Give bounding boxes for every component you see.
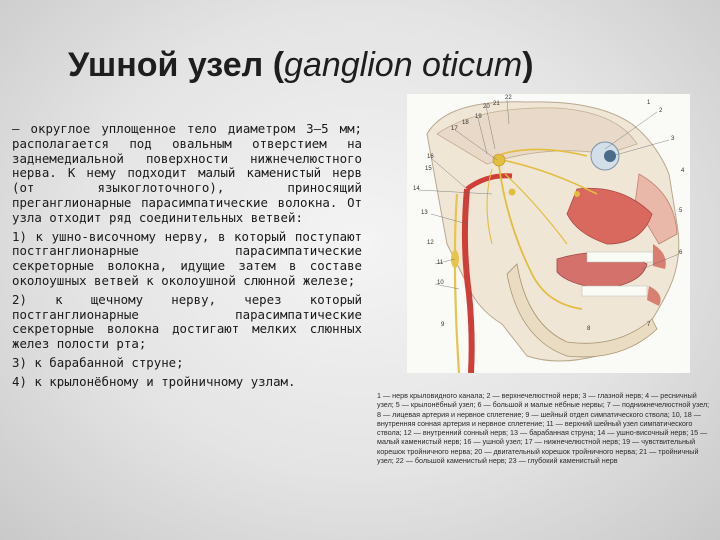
figure-label: 17 [451,126,458,132]
otic-ganglion [509,189,516,196]
figure-label: 1 [647,100,651,106]
figure-label: 8 [587,326,591,332]
figure-label: 10 [437,280,444,286]
figure-label: 19 [475,114,482,120]
list-item: 3) к барабанной струне; [12,354,184,370]
figure-label: 14 [413,186,420,192]
figure-label: 3 [671,136,675,142]
figure-label: 7 [647,322,651,328]
figure-label: 22 [505,95,512,101]
title-close: ) [522,46,534,84]
upper-teeth [587,252,653,262]
title-latin: ganglion oticum [284,46,523,84]
figure-label: 15 [425,166,432,172]
pterygopalatine-ganglion [574,191,580,197]
figure-label: 6 [679,250,683,256]
figure-label: 16 [427,154,434,160]
figure-label: 11 [437,260,444,266]
figure-label: 2 [659,108,663,114]
body-text [12,122,362,390]
figure-label: 13 [421,210,428,216]
figure-label: 4 [681,168,685,174]
figure-caption: 1 — нерв крыловидного канала; 2 — верхнечелюстной нерв; 3 — глазной нерв; 4 — ресничный узел; 5 — крылонёбный узел; 6 — большой и малые нёбные нервы; 7 — поднижнечелюстной узел; 8 — лицевая артерия и нервное сплетение; 9 — шейный отдел симпатического ствола; 10, 18 — внутренняя сонная артерия и нервное сплетение; 11 — верхний шейный узел симпатического ствола; 12 — внутренний сонный нерв; 13 — барабанная струна; 14 — ушно-височный нерв; 15 — малый каменистый нерв; 16 — ушной узел; 17 — нижнечелюстной нерв; 19 — чувствительный корешок тройничного нерва; 20 — двигательный корешок тройничного нерва; 21 — тройничный узел; 22 — большой каменистый нерв; 23 — глубокий каменистый нерв [377,391,710,466]
anatomy-illustration [407,94,690,373]
figure-label: 20 [483,104,490,110]
list-item: 1) к ушно-височному нерву, в который поступают постганглионарные парасимпатические секреторные волокна, идущие затем в составе околоушных ветвей к околоушной слюнной железе; [12,228,362,288]
anatomy-drawing [407,94,690,373]
slide-title [68,46,688,85]
list-item: 4) к крылонёбному и тройничному узлам. [12,373,296,389]
lower-teeth [582,286,647,296]
figure-label: 5 [679,208,683,214]
intro-paragraph: — округлое уплощенное тело диаметром 3—5 мм; располагается под овальным отверстием на заднемедиальной поверхности нижнечелюстного нерва. К нему подходит малый каменистый нерв (от языкоглоточного), приносящий преганглионарные парасимпатические волокна. От узла отходит ряд соединительных ветвей: [12,121,362,225]
eye-pupil [604,150,616,162]
figure-label: 9 [441,322,445,328]
list-item: 2) к щечному нерву, через который постганглионарные парасимпатические секреторные волокна достигают мелких слюнных желез полости рта; [12,291,362,352]
trigeminal-ganglion [493,154,505,166]
figure-label: 18 [462,120,469,126]
figure-label: 21 [493,101,500,107]
figure-label: 12 [427,240,434,246]
title-main: Ушной узел ( [68,46,285,84]
